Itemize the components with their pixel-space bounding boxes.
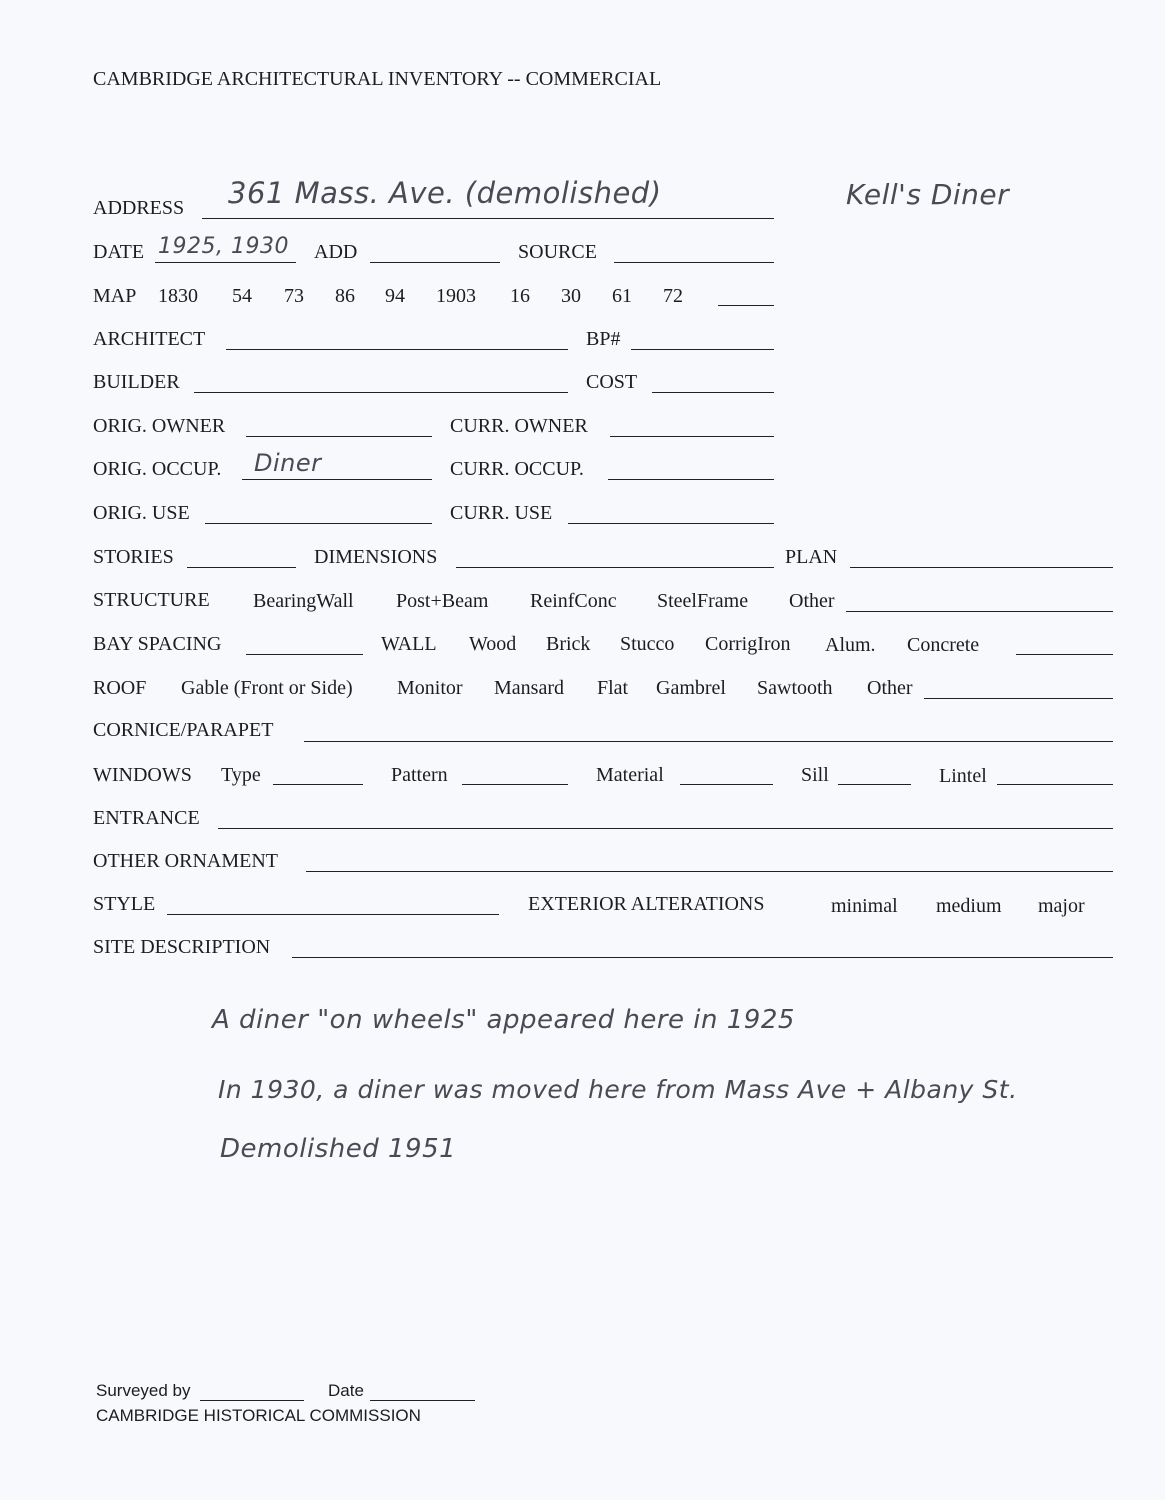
- add-label: ADD: [314, 241, 358, 263]
- structure-option[interactable]: Post+Beam: [396, 590, 489, 612]
- source-label: SOURCE: [518, 241, 597, 263]
- commission-name: CAMBRIDGE HISTORICAL COMMISSION: [96, 1406, 421, 1425]
- handwritten-note: Demolished 1951: [220, 1134, 457, 1164]
- other-ornament-label: OTHER ORNAMENT: [93, 850, 278, 872]
- survey-date-field[interactable]: [370, 1400, 475, 1401]
- structure-other-field[interactable]: [846, 611, 1113, 612]
- window-lintel-field[interactable]: [997, 784, 1113, 785]
- curr-use-field[interactable]: [568, 523, 774, 524]
- wall-option[interactable]: Alum.: [825, 634, 876, 656]
- curr-occup-label: CURR. OCCUP.: [450, 458, 584, 480]
- bp-label: BP#: [586, 328, 621, 350]
- curr-use-label: CURR. USE: [450, 502, 553, 524]
- map-other-field[interactable]: [718, 305, 774, 306]
- cornice-field[interactable]: [304, 741, 1113, 742]
- window-material-field[interactable]: [680, 784, 773, 785]
- map-year-option[interactable]: 73: [284, 285, 304, 307]
- site-description-label: SITE DESCRIPTION: [93, 936, 271, 958]
- window-pattern-field[interactable]: [462, 784, 568, 785]
- roof-option[interactable]: Monitor: [397, 677, 463, 699]
- map-year-option[interactable]: 16: [510, 285, 530, 307]
- curr-occup-field[interactable]: [608, 479, 774, 480]
- entrance-label: ENTRANCE: [93, 807, 200, 829]
- date-field[interactable]: [155, 262, 296, 263]
- map-year-option[interactable]: 1830: [158, 285, 198, 307]
- wall-option[interactable]: Concrete: [907, 634, 980, 656]
- bay-spacing-label: BAY SPACING: [93, 633, 222, 655]
- bay-spacing-field[interactable]: [246, 654, 363, 655]
- date-label: DATE: [93, 241, 145, 263]
- address-field[interactable]: [202, 218, 774, 219]
- dimensions-label: DIMENSIONS: [314, 546, 438, 568]
- roof-label: ROOF: [93, 677, 147, 699]
- plan-field[interactable]: [850, 567, 1113, 568]
- alteration-option[interactable]: minimal: [831, 895, 898, 917]
- site-description-field[interactable]: [292, 957, 1113, 958]
- surveyed-by-label: Surveyed by: [96, 1381, 191, 1400]
- wall-label: WALL: [381, 633, 437, 655]
- address-label: ADDRESS: [93, 197, 185, 219]
- alteration-option[interactable]: medium: [936, 895, 1002, 917]
- structure-option[interactable]: ReinfConc: [530, 590, 617, 612]
- wall-option[interactable]: Stucco: [620, 633, 675, 655]
- plan-label: PLAN: [785, 546, 838, 568]
- map-year-option[interactable]: 72: [663, 285, 683, 307]
- orig-occup-field[interactable]: [242, 479, 432, 480]
- date-handwritten: 1925, 1930: [158, 234, 289, 259]
- alteration-option[interactable]: major: [1038, 895, 1085, 917]
- source-field[interactable]: [614, 262, 774, 263]
- exterior-alterations-label: EXTERIOR ALTERATIONS: [528, 893, 765, 915]
- map-year-option[interactable]: 1903: [436, 285, 476, 307]
- orig-owner-label: ORIG. OWNER: [93, 415, 226, 437]
- add-field[interactable]: [370, 262, 500, 263]
- building-name-handwritten: Kell's Diner: [846, 178, 1010, 211]
- roof-option[interactable]: Mansard: [494, 677, 564, 699]
- wall-option[interactable]: Wood: [469, 633, 517, 655]
- builder-field[interactable]: [194, 392, 568, 393]
- window-type-label: Type: [221, 764, 261, 786]
- style-field[interactable]: [167, 914, 499, 915]
- structure-label: STRUCTURE: [93, 589, 210, 611]
- roof-option[interactable]: Flat: [597, 677, 629, 699]
- wall-option[interactable]: CorrigIron: [705, 633, 791, 655]
- window-sill-field[interactable]: [838, 784, 911, 785]
- roof-option[interactable]: Sawtooth: [757, 677, 833, 699]
- orig-use-label: ORIG. USE: [93, 502, 190, 524]
- window-sill-label: Sill: [801, 764, 829, 786]
- roof-option[interactable]: Gable (Front or Side): [181, 677, 353, 699]
- cost-field[interactable]: [652, 392, 774, 393]
- wall-option[interactable]: Brick: [546, 633, 591, 655]
- dimensions-field[interactable]: [456, 567, 774, 568]
- roof-option[interactable]: Other: [867, 677, 913, 699]
- map-label: MAP: [93, 285, 137, 307]
- map-year-option[interactable]: 61: [612, 285, 632, 307]
- map-year-option[interactable]: 94: [385, 285, 405, 307]
- stories-field[interactable]: [187, 567, 296, 568]
- cost-label: COST: [586, 371, 638, 393]
- form-title: CAMBRIDGE ARCHITECTURAL INVENTORY -- COMMERCIAL: [93, 68, 662, 90]
- other-ornament-field[interactable]: [306, 871, 1113, 872]
- roof-option[interactable]: Gambrel: [656, 677, 726, 699]
- curr-owner-label: CURR. OWNER: [450, 415, 588, 437]
- wall-other-field[interactable]: [1016, 654, 1113, 655]
- handwritten-note: In 1930, a diner was moved here from Mass Ave + Albany St.: [218, 1075, 1018, 1104]
- curr-owner-field[interactable]: [610, 436, 774, 437]
- cornice-label: CORNICE/PARAPET: [93, 719, 274, 741]
- window-lintel-label: Lintel: [939, 765, 987, 787]
- builder-label: BUILDER: [93, 371, 180, 393]
- structure-option[interactable]: Other: [789, 590, 835, 612]
- map-year-option[interactable]: 54: [232, 285, 252, 307]
- structure-option[interactable]: BearingWall: [253, 590, 354, 612]
- architect-field[interactable]: [226, 349, 568, 350]
- window-pattern-label: Pattern: [391, 764, 448, 786]
- window-type-field[interactable]: [273, 784, 363, 785]
- map-year-option[interactable]: 30: [561, 285, 581, 307]
- map-year-option[interactable]: 86: [335, 285, 355, 307]
- orig-owner-field[interactable]: [246, 436, 432, 437]
- orig-occup-label: ORIG. OCCUP.: [93, 458, 222, 480]
- handwritten-note: A diner "on wheels" appeared here in 1925: [212, 1005, 795, 1035]
- surveyed-by-field[interactable]: [200, 1400, 304, 1401]
- windows-label: WINDOWS: [93, 764, 192, 786]
- architect-label: ARCHITECT: [93, 328, 206, 350]
- stories-label: STORIES: [93, 546, 174, 568]
- window-material-label: Material: [596, 764, 664, 786]
- bp-field[interactable]: [631, 349, 774, 350]
- entrance-field[interactable]: [218, 828, 1113, 829]
- style-label: STYLE: [93, 893, 156, 915]
- structure-option[interactable]: SteelFrame: [657, 590, 749, 612]
- address-handwritten: 361 Mass. Ave. (demolished): [228, 176, 662, 210]
- orig-occup-handwritten: Diner: [254, 449, 322, 477]
- survey-date-label: Date: [328, 1381, 364, 1400]
- orig-use-field[interactable]: [205, 523, 432, 524]
- roof-other-field[interactable]: [924, 698, 1113, 699]
